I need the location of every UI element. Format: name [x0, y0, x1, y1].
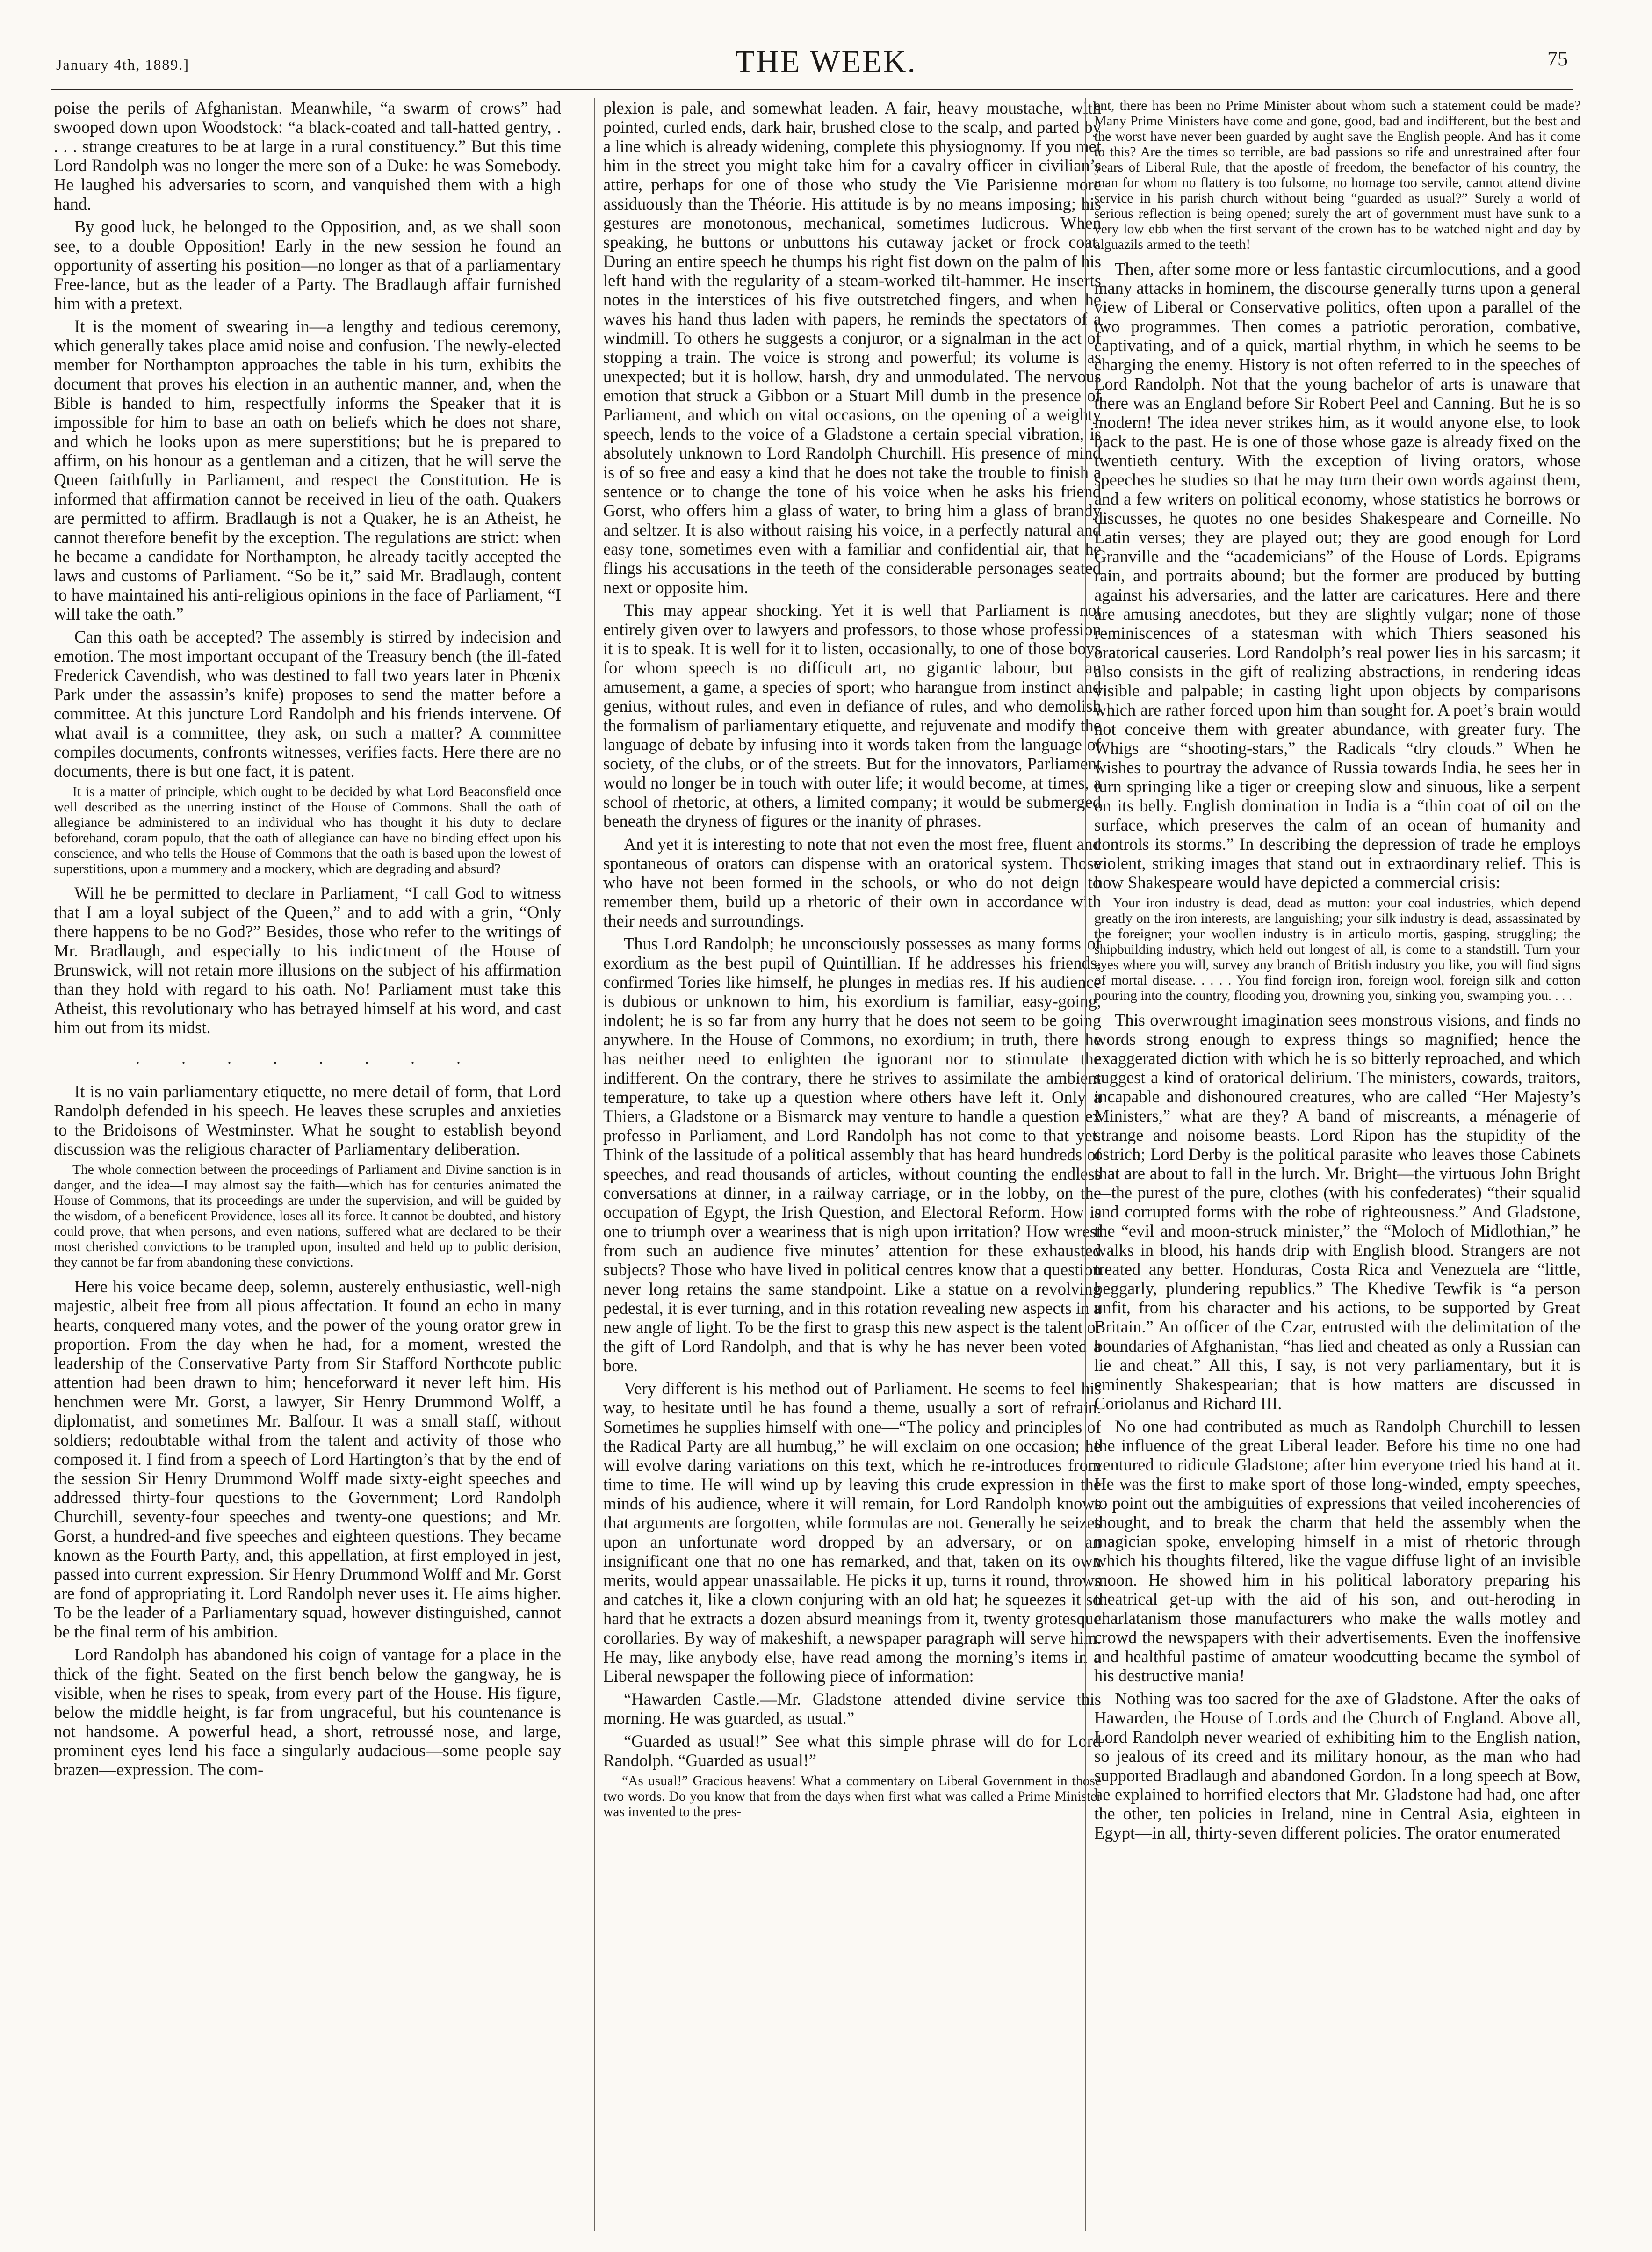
paragraph: “Guarded as usual!” See what this simple phrase will do for Lord Randolph. “Guarded as usual!”: [603, 1731, 1101, 1770]
paragraph: Will he be permitted to declare in Parliament, “I call God to witness that I am a loyal subject of the Queen,” and to add with a grin, “Only there happens to be no God?” Besides, those who refer to the writings of Mr. Bradlaugh, and especially to his indictment of the House of Brunswick, will not retain more illusions on the subject of his affirmation than they hold with regard to his oath. No! Parliament must take this Atheist, this revolutionary who has betrayed himself at his word, and cast him out from its midst.: [54, 883, 561, 1037]
quoted-extract-continued: ent, there has been no Prime Minister about whom such a statement could be made? Many Prime Ministers have come and gone, good, bad and indifferent, but the best and the worst have never been guarded by aught save the English people. And has it come to this? Are the times so terrible, are bad passions so rife and unrestrained after four years of Liberal Rule, that the apostle of freedom, the benefactor of his country, the man for whom no flattery is too fulsome, no homage too servile, cannot attend divine service in his parish church without being “guarded as usual?” Surely a world of serious reflection is being opened; surely the art of government must have sunk to a very low ebb when the first servant of the crown has to be watched night and day by alguazils armed to the teeth!: [1094, 98, 1580, 252]
paragraph: plexion is pale, and somewhat leaden. A fair, heavy moustache, with pointed, curled ends, dark hair, brushed close to the scalp, and parted by a line which is already widening, complete this physiognomy. If you met him in the street you might take him for a cavalry officer in civilian’s attire, perhaps for one of those who study the Vie Parisienne more assiduously than the Théorie. His attitude is by no means imposing; his gestures are monotonous, mechanical, sometimes ludicrous. When speaking, he buttons or unbuttons his cutaway jacket or frock coat. During an entire speech he thumps his right fist down on the palm of his left hand with the regularity of a steam-worked tilt-hammer. He inserts notes in the interstices of his five outstretched fingers, and when he waves his hand thus laden with papers, he reminds the spectators of a windmill. To others he suggests a conjuror, or a signalman in the act of stopping a train. The voice is strong and powerful; its volume is as unexpected; but it is hollow, harsh, dry and unmodulated. The nervous emotion that struck a Gibbon or a Stuart Mill dumb in the presence of Parliament, and which on vital occasions, on the opening of a weighty speech, lends to the voice of a Gladstone a certain special vibration, is absolutely unknown to Lord Randolph Churchill. His presence of mind is of so free and easy a kind that he does not take the trouble to finish a sentence or to change the tone of his voice when he asks his friend Gorst, who offers him a glass of water, to bring him a glass of brandy and seltzer. It is also without raising his voice, in a perfectly natural and easy tone, sometimes even with a familiar and confidential air, that he flings his accusations in the teeth of the considerable personages seated next or opposite him.: [603, 98, 1101, 597]
paragraph: Here his voice became deep, solemn, austerely enthusiastic, well-nigh majestic, albeit free from all pious affectation. It found an echo in many hearts, conquered many votes, and the power of the young orator grew in proportion. From the day when he had, for a moment, wrested the leadership of the Conservative Party from Sir Stafford Northcote public attention had been drawn to him; henceforward it never left him. His henchmen were Mr. Gorst, a lawyer, Sir Henry Drummond Wolff, a diplomatist, and sometimes Mr. Balfour. It was a small staff, without soldiers; redoubtable withal from the talent and activity of those who composed it. I find from a speech of Lord Hartington’s that by the end of the session Sir Henry Drummond Wolff made sixty-eight speeches and addressed thirty-four questions to the Government; Lord Randolph Churchill, seventy-four speeches and twenty-one questions; and Mr. Gorst, a hundred-and five speeches and eighteen questions. They became known as the Fourth Party, and, this appellation, at first employed in jest, passed into current expression. Sir Henry Drummond Wolff and Mr. Gorst are fond of appropriating it. Lord Randolph never uses it. He aims higher. To be the leader of a Parliamentary squad, however distinguished, cannot be the final term of his ambition.: [54, 1277, 561, 1641]
paragraph: By good luck, he belonged to the Opposition, and, as we shall soon see, to a double Opposition! Early in the new session he found an opportunity of asserting his position—no longer as that of a parliamentary Free-lance, but as the leader of a Party. The Bradlaugh affair furnished him with a pretext.: [54, 217, 561, 313]
page-number: 75: [1547, 47, 1568, 70]
paragraph: Lord Randolph has abandoned his coign of vantage for a place in the thick of the fight. Seated on the first bench below the gangway, he is visible, when he rises to speak, from every part of the House. His figure, below the middle height, is far from ungraceful, but his countenance is not handsome. A powerful head, a short, retroussé nose, and large, prominent eyes lend his face a singularly audacious—some people say brazen—expression. The com-: [54, 1645, 561, 1779]
paragraph: poise the perils of Afghanistan. Meanwhile, “a swarm of crows” had swooped down upon Woodstock: “a black-coated and tall-hatted gentry, . . . . strange creatures to be at large in a rural constituency.” But this time Lord Randolph was no longer the mere son of a Duke: he was Somebody. He laughed his adversaries to scorn, and vanquished them with a high hand.: [54, 98, 561, 213]
column-3: [1085, 98, 1580, 2231]
paragraph: “Hawarden Castle.—Mr. Gladstone attended divine service this morning. He was guarded, as usual.”: [603, 1689, 1101, 1728]
quoted-extract: It is a matter of principle, which ought to be decided by what Lord Beaconsfield once well described as the unerring instinct of the House of Commons. Shall the oath of allegiance be administered to an individual who has thought it his duty to declare beforehand, coram populo, that the oath of allegiance can have no binding effect upon his conscience, and who tells the House of Commons that the oath is based upon the lowest of superstitions, upon a mummery and a mockery, which are degrading and absurd?: [54, 784, 561, 876]
paragraph: Nothing was too sacred for the axe of Gladstone. After the oaks of Hawarden, the House of Lords and the Church of England. Above all, Lord Randolph never wearied of exhibiting him to the English nation, so jealous of its creed and its military honour, as the man who had supported Bradlaugh and abandoned Gordon. In a long speech at Bow, he explained to horrified electors that Mr. Gladstone had had, one after the other, ten policies in Ireland, nine in Central Asia, eighteen in Egypt—in all, thirty-seven different policies. The orator enumerated: [1094, 1689, 1580, 1842]
paragraph: Very different is his method out of Parliament. He seems to feel his way, to hesitate until he has found a theme, usually a sort of refrain. Sometimes he supplies himself with one—“The policy and principles of the Radical Party are all humbug,” he will exclaim on one occasion; he will evolve daring variations on this text, which he re-introduces from time to time. He will wind up by leaving this crude expression in the minds of his audience, where it will remain, for Lord Randolph knows that arguments are forgotten, while formulas are not. Generally he seizes upon an unfortunate word dropped by an adversary, or on an insignificant one that no one has remarked, and that, taken on its own merits, would appear unassailable. He picks it up, turns it round, throws and catches it, like a clown conjuring with an old hat; he squeezes it so hard that he extracts a dozen absurd meanings from it, twenty grotesque corollaries. By way of makeshift, a newspaper paragraph will serve him. He may, like anybody else, have read among the morning’s items in a Liberal newspaper the following piece of information:: [603, 1379, 1101, 1686]
quoted-extract: The whole connection between the proceedings of Parliament and Divine sanction is in danger, and the idea—I may almost say the faith—which has for centuries animated the House of Commons, that its proceedings are under the supervision, and will be guided by the wisdom, of a beneficent Providence, loses all its force. It cannot be doubted, and history could prove, that when persons, and even nations, suffered what are declared to be their most cherished convictions to be trampled upon, insulted and held up to public derision, they cannot be far from abandoning these convictions.: [54, 1162, 561, 1270]
paragraph: This overwrought imagination sees monstrous visions, and finds no words strong enough to express things so magnified; hence the exaggerated diction with which he is so bitterly reproached, and which suggest a kind of oratorical delirium. The ministers, cowards, traitors, incapable and dishonoured creatures, who are called “Her Majesty’s Ministers,” what are they? A band of miscreants, a ménagerie of strange and noisome beasts. Lord Ripon has the stupidity of the ostrich; Lord Derby is the political parasite who leaves those Cabinets that are about to fall in the lurch. Mr. Bright—the virtuous John Bright—the purest of the pure, clothes (with his confederates) “their squalid and corrupted forms with the robe of righteousness.” And Gladstone, the “evil and moon-struck minister,” the “Moloch of Midlothian,” he walks in blood, his hands drip with English blood. Strangers are not treated any better. Honduras, Costa Rica and Venezuela are “little, beggarly, plundering republics.” The Khedive Tewfik is “a person unfit, from his character and his actions, to be supported by Great Britain.” An officer of the Czar, entrusted with the delimitation of the boundaries of Afghanistan, “has lied and cheated as only a Russian can lie and cheat.” All this, I say, is not very parliamentary, but it is eminently Shakespearian; that is how matters are discussed in Coriolanus and Richard III.: [1094, 1010, 1580, 1413]
paragraph: This may appear shocking. Yet it is well that Parliament is not entirely given over to lawyers and professors, to those whose profession it is to speak. It is well for it to listen, occasionally, to one of those boys for whom speech is no difficult art, no gigantic labour, but an amusement, a game, a species of sport; who harangue from instinct and genius, without rules, and even in defiance of rules, and who demolish the formalism of parliamentary etiquette, and rejuvenate and modify the language of debate by infusing into it words taken from the language of society, of the clubs, or of the streets. But for the innovators, Parliament would no longer be in touch with outer life; it would become, at times, a school of rhetoric, at others, a limited company; it would be submerged beneath the dryness of figures or the inanity of phrases.: [603, 601, 1101, 831]
quoted-extract: “As usual!” Gracious heavens! What a commentary on Liberal Government in those two words. Do you know that from the days when first what was called a Prime Minister was invented to the pres-: [603, 1774, 1101, 1819]
header-rule: [51, 89, 1573, 90]
paragraph: Thus Lord Randolph; he unconsciously possesses as many forms of exordium as the best pupil of Quintillian. If he addresses his friends, confirmed Tories like himself, he plunges in medias res. If his audience is dubious or unknown to him, his exordium is familiar, easy-going, indolent; he is so far from any hurry that he does not seem to be going anywhere. In the House of Commons, no exordium; in truth, there he has neither need to enlighten the ignorant nor to stimulate the indifferent. On the contrary, there he strives to assimilate the ambient temperature, to take up a question where others have left it. Only a Thiers, a Gladstone or a Bismarck may venture to handle a question ex professo in Parliament, and Lord Randolph has not come to that yet. Think of the lassitude of a political assembly that has heard hundreds of speeches, and read thousands of articles, without counting the endless conversations at dinner, in a railway carriage, or in the lobby, on the occupation of Egypt, the Irish Question, and Electoral Reform. How is one to triumph over a weariness that is nigh upon irritation? How wrest from such an audience five minutes’ attention for these exhausted subjects? Those who have lived in political centres know that a question never long retains the same standpoint. Like a statue on a revolving pedestal, it is ever turning, and in this rotation revealing new aspects in a new angle of light. To be the first to grasp this new aspect is the talent or the gift of Lord Randolph, and that is why he has never been voted a bore.: [603, 934, 1101, 1375]
paragraph: It is the moment of swearing in—a lengthy and tedious ceremony, which generally takes place amid noise and confusion. The newly-elected member for Northampton approaches the table in his turn, exhibits the document that proves his election in an authentic manner, and, when the Bible is handed to him, respectfully informs the Speaker that it is impossible for him to base an oath on beliefs which he does not share, and which he looks upon as mere superstitions; but he is prepared to affirm, on his honour as a gentleman and a citizen, that he will serve the Queen faithfully in Parliament, and respect the Constitution. He is informed that affirmation cannot be received in lieu of the oath. Quakers are permitted to affirm. Bradlaugh is not a Quaker, he is an Atheist, he cannot therefore benefit by the exception. The regulations are strict: when he became a candidate for Northampton, he already tacitly accepted the laws and customs of Parliament. “So be it,” said Mr. Bradlaugh, content to have maintained his anti-religious opinions in the face of Parliament, “I will take the oath.”: [54, 317, 561, 623]
column-1: [54, 98, 561, 2231]
paragraph: Can this oath be accepted? The assembly is stirred by indecision and emotion. The most important occupant of the Treasury bench (the ill-fated Frederick Cavendish, who was destined to fall two years later in Phœnix Park under the assassin’s knife) proposes to send the matter before a committee. At this juncture Lord Randolph and his friends intervene. Of what avail is a committee, they ask, on such a matter? A committee compiles documents, confronts witnesses, verifies facts. Here there are no documents, there is but one fact, it is patent.: [54, 627, 561, 781]
issue-date: January 4th, 1889.]: [56, 56, 190, 73]
section-break-dots: . . . . . . . .: [136, 1049, 479, 1067]
paragraph: And yet it is interesting to note that not even the most free, fluent and spontaneous of orators can dispense with an oratorical system. Those who have not been formed in the schools, or who do not deign to remember them, build up a rhetoric of their own in accordance with their needs and surroundings.: [603, 834, 1101, 930]
masthead-title: THE WEEK.: [735, 43, 917, 79]
column-2: [594, 98, 1101, 2231]
paragraph: Then, after some more or less fantastic circumlocutions, and a good many attacks in hominem, the discourse generally turns upon a general view of Liberal or Conservative politics, often upon a parallel of the two programmes. Then comes a patriotic peroration, combative, captivating, and of a quick, martial rhythm, in which he seems to be charging the enemy. History is not often referred to in the speeches of Lord Randolph. Not that the young bachelor of arts is unaware that there was an England before Sir Robert Peel and Canning. But he is so modern! The idea never strikes him, as it would anyone else, to look back to the past. He is one of those whose gaze is already fixed on the twentieth century. With the exception of living orators, whose speeches he studies so that he may turn their own words against them, and a few writers on political economy, whose statistics he borrows or discusses, he quotes no one besides Shakespeare and Corneille. No Latin verses; they are played out; they are good enough for Lord Granville and the “academicians” of the House of Lords. Epigrams rain, and portraits abound; but the former are produced by butting against his adversaries, and the latter are caricatures. Here and there are amusing anecdotes, but they are slightly vulgar; none of those reminiscences of a statesman with which Thiers seasoned his oratorical causeries. Lord Randolph’s real power lies in his sarcasm; it also consists in the gift of realizing abstractions, in rendering ideas visible and palpable; in casting light upon objects by comparisons which are rather forced upon him than sought for. A poet’s brain would not conceive them with greater abundance, with greater fury. The Whigs are “shooting-stars,” the Radicals “dry clouds.” When he wishes to pourtray the advance of Russia towards India, he sees her in turn springing like a tiger or creeping slow and sinuous, like a serpent on its belly. English domination in India is a “thin coat of oil on the surface, which preserves the calm of an ocean of humanity and controls its storms.” In describing the depression of trade he employs violent, striking images that stand out in extraordinary relief. This is how Shakespeare would have depicted a commercial crisis:: [1094, 259, 1580, 892]
quoted-extract: Your iron industry is dead, dead as mutton: your coal industries, which depend greatly on the iron interests, are languishing; your silk industry is dead, assassinated by the foreigner; your woollen industry is in articulo mortis, gasping, struggling; the shipbuilding industry, which held out longest of all, is come to a standstill. Turn your eyes where you will, survey any branch of British industry you like, you will find signs of mortal disease. . . . . You find foreign iron, foreign wool, foreign silk and cotton pouring into the country, flooding you, drowning you, sinking you, swamping you. . . .: [1094, 896, 1580, 1003]
paragraph: No one had contributed as much as Randolph Churchill to lessen the influence of the great Liberal leader. Before his time no one had ventured to ridicule Gladstone; after him everyone tried his hand at it. He was the first to make sport of those long-winded, empty speeches, to point out the ambiguities of expressions that veiled incoherencies of thought, and to break the charm that held the assembly when the magician spoke, enveloping himself in a mist of rhetoric through which his thoughts filtered, like the vague diffuse light of an invisible moon. He showed him in his political laboratory preparing his theatrical get-up with the aid of his son, and out-heroding in charlatanism those manufacturers who make the walls motley and crowd the newspapers with their advertisements. Even the inoffensive and healthful pastime of amateur woodcutting became the symbol of his destructive mania!: [1094, 1417, 1580, 1685]
paragraph: It is no vain parliamentary etiquette, no mere detail of form, that Lord Randolph defended in his speech. He leaves these scruples and anxieties to the Bridoisons of Westminster. What he sought to establish beyond discussion was the religious character of Parliamentary deliberation.: [54, 1082, 561, 1159]
